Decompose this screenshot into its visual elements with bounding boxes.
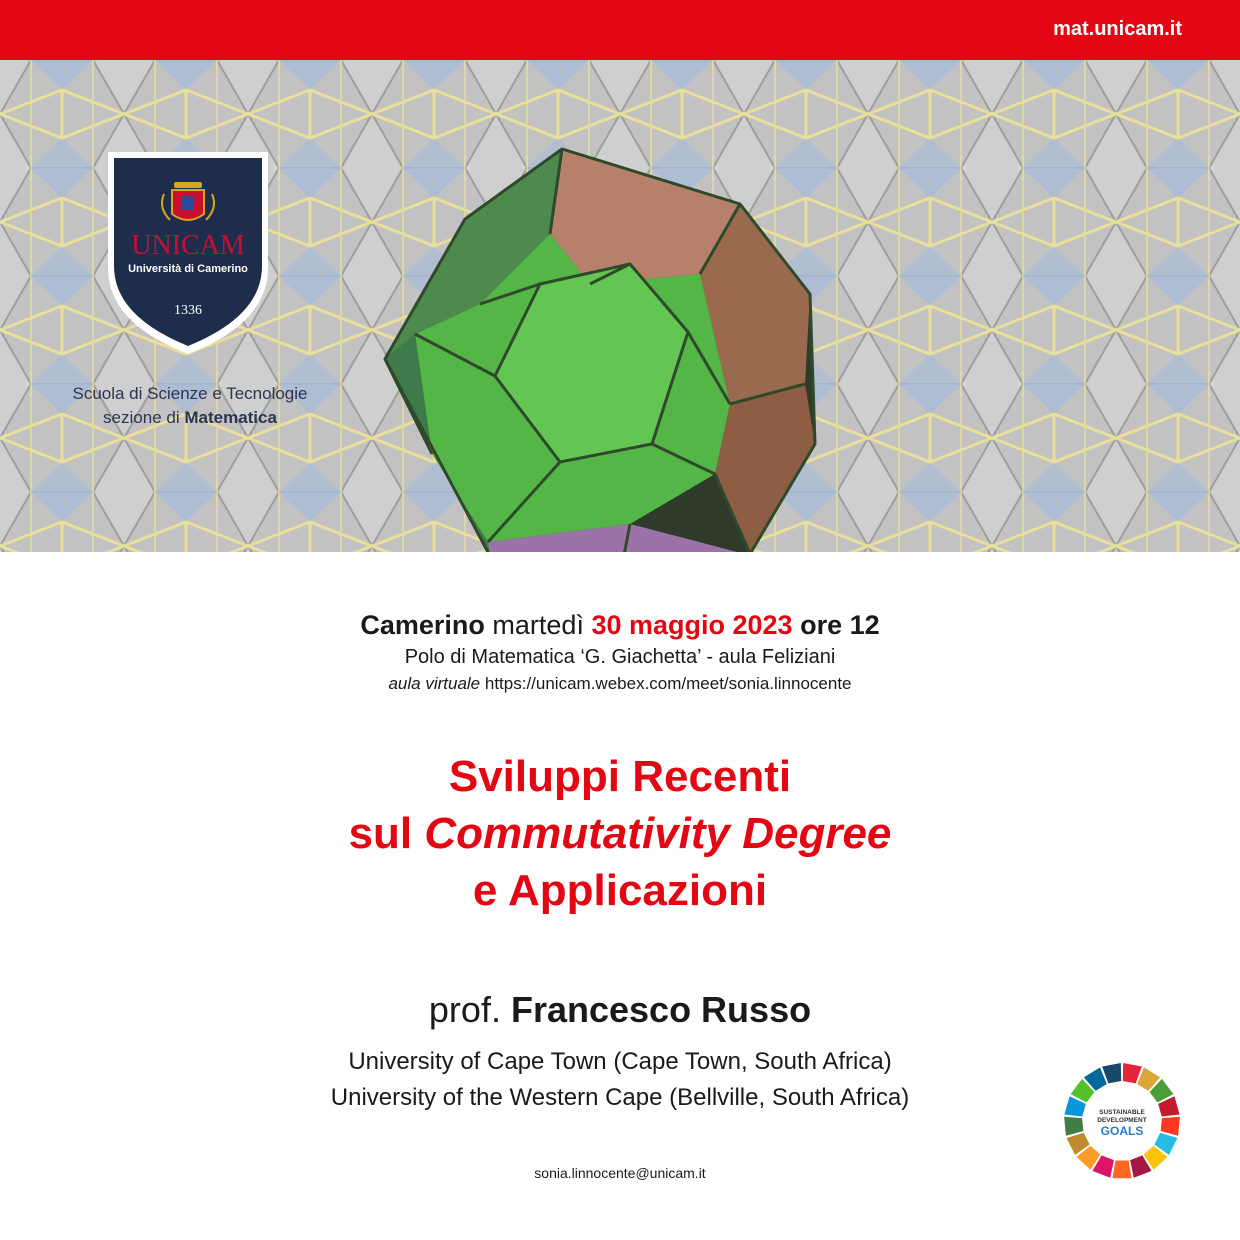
svg-text:DEVELOPMENT: DEVELOPMENT <box>1097 1117 1147 1124</box>
svg-text:SUSTAINABLE: SUSTAINABLE <box>1099 1109 1145 1116</box>
virtual-link[interactable]: https://unicam.webex.com/meet/sonia.linnocente <box>484 674 852 693</box>
event-virtual <box>0 672 1240 696</box>
dodecahedron-illustration <box>370 144 830 552</box>
talk-title <box>0 748 1240 919</box>
hero-image <box>0 60 1240 552</box>
svg-text:GOALS: GOALS <box>1100 1124 1144 1138</box>
school-line1: Scuola di Scienze e Tecnologie <box>72 384 308 403</box>
event-datetime <box>0 608 1240 642</box>
school-line2: sezione di Matematica <box>103 408 277 427</box>
speaker-affiliations <box>0 1044 1240 1116</box>
event-city: Camerino <box>360 610 485 640</box>
event-venue: Polo di Matematica ‘G. Giachetta’ - aula Feliziani <box>404 646 836 668</box>
top-banner <box>0 0 1240 60</box>
speaker-name: prof. Francesco Russo <box>428 989 812 1030</box>
affiliation-1: University of Cape Town (Cape Town, South Africa) <box>348 1048 892 1075</box>
sdg-wheel-icon <box>1062 1061 1182 1181</box>
svg-text:Università di Camerino: Università di Camerino <box>128 263 248 275</box>
affiliation-2: University of the Western Cape (Bellville, South Africa) <box>330 1084 910 1111</box>
title-line2: sul Commutativity Degree <box>348 809 892 858</box>
event-time: ore 12 <box>800 610 880 640</box>
virtual-label: aula virtuale <box>388 674 481 693</box>
unicam-logo <box>104 148 272 358</box>
event-weekday: martedì <box>492 610 584 640</box>
sdg-segment <box>1064 1117 1083 1136</box>
sdg-segment <box>1161 1117 1180 1136</box>
sdg-segment <box>1112 1160 1131 1178</box>
svg-text:UNICAM: UNICAM <box>131 230 245 261</box>
contact-email[interactable]: sonia.linnocente@unicam.it <box>534 1165 706 1181</box>
site-link[interactable]: mat.unicam.it <box>1053 18 1182 40</box>
school-name <box>40 382 340 430</box>
svg-text:1336: 1336 <box>174 303 202 318</box>
event-date: 30 maggio 2023 <box>591 610 793 640</box>
title-line1: Sviluppi Recenti <box>448 752 792 801</box>
title-line3: e Applicazioni <box>472 866 768 915</box>
